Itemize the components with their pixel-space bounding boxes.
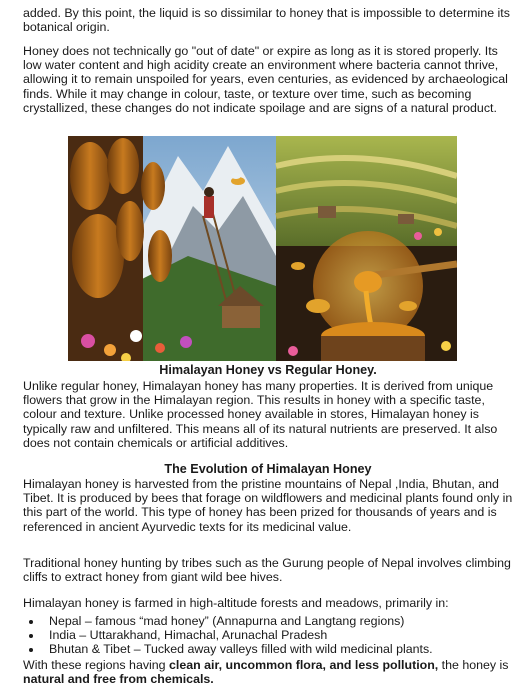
list-item: • Bhutan & Tibet – Tucked away valleys filled with wild medicinal plants. — [43, 642, 532, 656]
closing-emphasis: natural and free from chemicals. — [23, 672, 214, 687]
section2-paragraph-2: Traditional honey hunting by tribes such as the Gurung people of Nepal involves climbing cliffs to extract honey from giant wild bee hives. — [23, 556, 511, 585]
list-item: • India – Uttarakhand, Himachal, Arunachal Pradesh — [43, 628, 532, 642]
closing-text: With these regions having — [23, 658, 170, 672]
section1-heading: Himalayan Honey vs Regular Honey. — [159, 363, 377, 377]
list-item: • Nepal – famous “mad honey” (Annapurna and Langtang regions) — [43, 614, 532, 628]
section1-body: Unlike regular honey, Himalayan honey has many properties. It is derived from unique flowers that grow in the Himalayan region. This results in honey with a specific taste, colour and texture. Unlike processed honey available in stores, Himalayan honey is typically raw and unfiltered. This means all of its natural nutrients are preserved. It also does not contain chemicals or artificial additives. — [23, 379, 498, 450]
intro-fragment: added. By this point, the liquid is so dissimilar to honey that is impossible to determine its botanical origin. — [23, 6, 510, 35]
section2-paragraph-3: Himalayan honey is farmed in high-altitude forests and meadows, primarily in: — [23, 596, 449, 610]
section2-heading: The Evolution of Himalayan Honey — [164, 462, 372, 476]
region-list — [23, 614, 532, 657]
closing-emphasis: clean air, uncommon flora, and less pollution, — [169, 658, 439, 672]
section2-paragraph-1: Himalayan honey is harvested from the pristine mountains of Nepal ,India, Bhutan, and Tibet. It is produced by bees that forage on wildflowers and medicinal plants found only in this part of the world. This type of honey has been prized for thousands of years and is referenced in ancient Ayurvedic texts for its medicinal value. — [23, 477, 513, 534]
closing-text: the honey is — [438, 658, 509, 672]
closing-paragraph — [23, 658, 513, 686]
himalayan-honey-collage-image — [68, 136, 457, 361]
expiry-paragraph: Honey does not technically go "out of date" or expire as long as it is stored properly. Its low water content and high acidity create an environment where bacteria cannot thrive, allowing it to remain unspoiled for years, even centuries, as evidenced by archaeological finds. While it may change in colour, taste, or texture over time, such as becoming crystallized, these changes do not indicate spoilage and are signs of a natural product. — [23, 44, 508, 115]
